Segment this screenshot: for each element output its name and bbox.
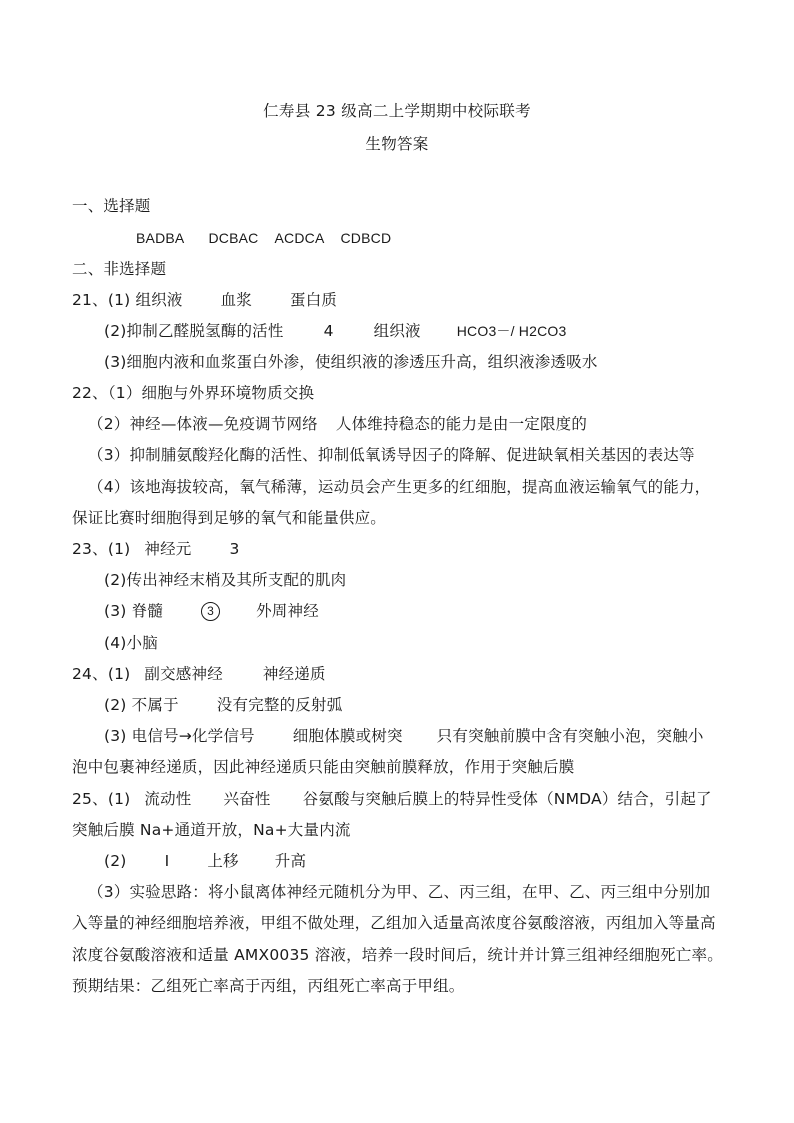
q25-answer-b: 兴奋性 [223, 790, 271, 808]
q25-part3-line2: 入等量的神经细胞培养液，甲组不做处理，乙组加入适量高浓度谷氨酸溶液，丙组加入等量高 [72, 914, 716, 932]
q24-answer-e: (3) 电信号→化学信号 [104, 727, 255, 745]
q24-answer-g: 只有突触前膜中含有突触小泡，突触小 [436, 727, 704, 745]
q22-answer-a: （2）神经—体液—免疫调节网络 [88, 415, 318, 433]
q23-part3 [104, 600, 319, 622]
q21-part1 [72, 289, 337, 311]
q22-part1: 22、（1）细胞与外界环境物质交换 [72, 384, 315, 402]
q25-part1-line2: 突触后膜 Na+通道开放，Na+大量内流 [72, 821, 351, 839]
q24-part3-line1 [104, 725, 704, 747]
q23-answer-e: 外周神经 [256, 602, 319, 620]
q23-label: 23、(1) [72, 540, 131, 558]
q21-answer-d: (2)抑制乙醛脱氢酶的活性 [104, 322, 284, 340]
q23-part1 [72, 538, 240, 560]
q24-answer-f: 细胞体膜或树突 [292, 727, 403, 745]
q25-answer-e: 上移 [207, 852, 239, 870]
q22-part4-line2: 保证比赛时细胞得到足够的氧气和能量供应。 [72, 509, 387, 527]
q21-answer-f: 组织液 [373, 322, 421, 340]
q21-answer-g: HCO3－/ H2CO3 [456, 323, 567, 339]
q23-part4: (4)小脑 [104, 634, 158, 652]
answer-group-3: ACDCA [274, 230, 325, 246]
q25-answer-a: 流动性 [144, 790, 192, 808]
q22-part4-line1: （4）该地海拔较高，氧气稀薄，运动员会产生更多的红细胞，提高血液运输氧气的能力， [88, 478, 711, 496]
q21-answer-a: 21、(1) 组织液 [72, 291, 183, 309]
q24-answer-c: (2) 不属于 [104, 696, 179, 714]
q22-answer-b: 人体维持稳态的能力是由一定限度的 [335, 415, 588, 433]
q21-part2 [104, 320, 567, 342]
q25-part2 [104, 850, 306, 872]
page-title: 仁寿县 23 级高二上学期期中校际联考 [263, 102, 531, 120]
q21-part3: (3)细胞内液和血浆蛋白外渗，使组织液的渗透压升高，组织液渗透吸水 [104, 353, 598, 371]
q22-part3: （3）抑制脯氨酸羟化酶的活性、抑制低氧诱导因子的降解、促进缺氧相关基因的表达等 [88, 446, 695, 464]
q24-part3-line2: 泡中包裹神经递质，因此神经递质只能由突触前膜释放，作用于突触后膜 [72, 758, 575, 776]
q21-answer-b: 血浆 [220, 291, 253, 309]
q25-part1-line1 [72, 788, 712, 810]
q23-part2: (2)传出神经末梢及其所支配的肌肉 [104, 571, 347, 589]
q21-answer-c: 蛋白质 [290, 291, 338, 309]
q24-label: 24、(1) [72, 665, 131, 683]
q24-answer-d: 没有完整的反射弧 [216, 696, 343, 714]
q25-answer-c: 谷氨酸与突触后膜上的特异性受体（NMDA）结合，引起了 [302, 790, 712, 808]
q24-answer-b: 神经递质 [262, 665, 326, 683]
answer-group-1: BADBA [136, 230, 185, 246]
q23-answer-d-circled-number: 3 [201, 602, 220, 621]
q25-answer-d: I [164, 852, 170, 870]
q25-part3-line4: 预期结果：乙组死亡率高于丙组，丙组死亡率高于甲组。 [72, 977, 465, 995]
q25-label-2: (2) [104, 852, 127, 870]
answer-group-2: DCBAC [208, 230, 259, 246]
q25-label: 25、(1) [72, 790, 131, 808]
answer-group-4: CDBCD [340, 230, 392, 246]
q25-part3-line1: （3）实验思路：将小鼠离体神经元随机分为甲、乙、丙三组，在甲、乙、丙三组中分别加 [88, 883, 711, 901]
section-multiple-choice-heading: 一、选择题 [72, 197, 151, 215]
page-subtitle: 生物答案 [365, 135, 429, 153]
q24-part2 [104, 694, 342, 716]
q23-answer-c: (3) 脊髓 [104, 602, 164, 620]
q25-part3-line3: 浓度谷氨酸溶液和适量 AMX0035 溶液，培养一段时间后，统计并计算三组神经细胞死亡率。 [72, 946, 723, 964]
q21-answer-e: 4 [323, 322, 334, 340]
multiple-choice-answers [136, 227, 391, 249]
q23-answer-a: 神经元 [144, 540, 192, 558]
section-non-choice-heading: 二、非选择题 [72, 260, 167, 278]
q24-answer-a: 副交感神经 [144, 665, 223, 683]
q24-part1 [72, 663, 326, 685]
q23-answer-b: 3 [229, 540, 240, 558]
q22-part2 [88, 413, 587, 435]
q25-answer-f: 升高 [274, 852, 307, 870]
